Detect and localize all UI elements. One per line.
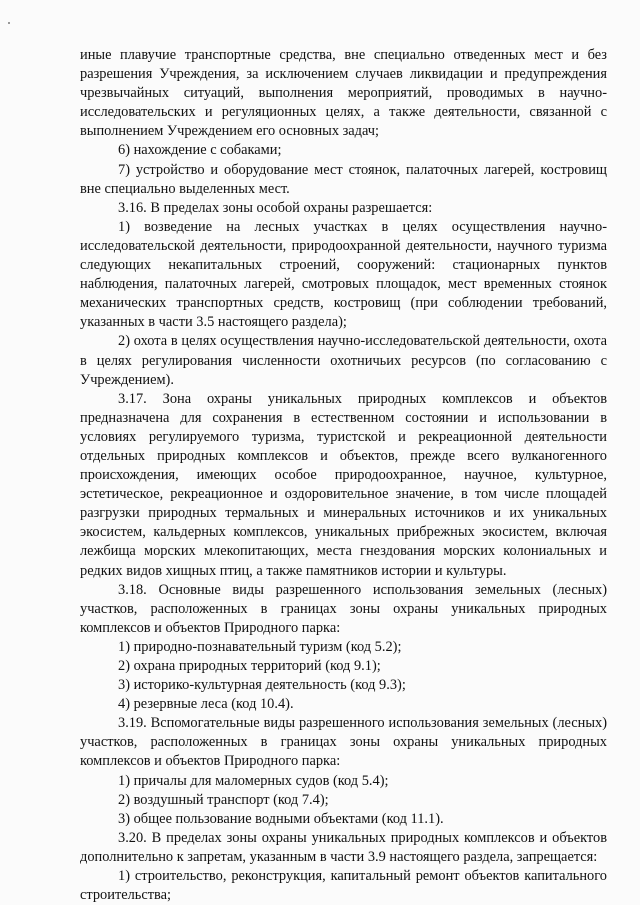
scan-speck [8,22,10,24]
document-body [80,46,607,905]
section-3-19-item-3: 3) общее пользование водными объектами (код 11.1). [118,810,444,827]
section-3-19-item-1: 1) причалы для маломерных судов (код 5.4); [118,772,389,789]
section-3-18-item-2: 2) охрана природных территорий (код 9.1); [118,658,381,674]
section-3-18-item-1: 1) природно-познавательный туризм (код 5.2); [118,638,402,655]
section-3-18-item-4: 4) резервные леса (код 10.4). [118,696,294,713]
section-3-20-item-1: 1) строительство, реконструкция, капитальный ремонт объектов капитального строительства; [80,868,607,904]
section-3-18-item-3: 3) историко-культурная деятельность (код 9.3); [118,677,406,694]
paragraph-continuation: иные плавучие транспортные средства, вне специально отведенных мест и без разрешения Учреждения, за исключением случаев ликвидации и предупреждения чрезвычайных ситуаций, выполнения мероприятий, проводимых в научно-исследовательских и регуляционных целях, а также деятельности, связанной с выполнением Учреждением его основных задач; [80,47,607,140]
section-3-17: 3.17. Зона охраны уникальных природных комплексов и объектов предназначена для сохранения в естественном состоянии и использовании в условиях регулируемого туризма, туристской и рекреационной деятельности отдельных природных комплексов и объектов, прежде всего вулканогенного происхождения, имеющих особое природоохранное, научное, культурное, эстетическое, рекреационное и оздоровительное значение, в том числе площадей разгрузки природных термальных и минеральных источников и их уникальных экосистем, кальдерных комплексов, уникальных прибрежных экосистем, включая лежбища морских млекопитающих, места гнездования морских колониальных и редких видов хищных птиц, а также памятников истории и культуры. [80,390,607,579]
section-3-20-heading: 3.20. В пределах зоны охраны уникальных природных комплексов и объектов дополнительно к запретам, указанным в части 3.9 настоящего раздела, запрещается: [80,829,607,865]
section-3-16-heading: 3.16. В пределах зоны особой охраны разрешается: [118,199,433,216]
section-3-16-item-1: 1) возведение на лесных участках в целях осуществления научно-исследовательской деятельности, природоохранной деятельности, научного туризма следующих некапитальных строений, сооружений: стационарных пунктов наблюдения, палаточных лагерей, смотровых площадок, мест временных стоянок механических транспортных средств, костровищ (при соблюдении требований, указанных в части 3.5 настоящего раздела); [80,218,607,331]
list-item-6-dogs: 6) нахождение с собаками; [118,142,282,159]
list-item-7-camps: 7) устройство и оборудование мест стоянок, палаточных лагерей, костровищ вне специально выделенных мест. [80,161,607,197]
section-3-18-heading: 3.18. Основные виды разрешенного использования земельных (лесных) участков, расположенных в границах зоны охраны уникальных природных комплексов и объектов Природного парка: [80,581,607,636]
section-3-19-heading: 3.19. Вспомогательные виды разрешенного использования земельных (лесных) участков, расположенных в границах зоны охраны уникальных природных комплексов и объектов Природного парка: [80,715,607,770]
section-3-19-item-2: 2) воздушный транспорт (код 7.4); [118,791,329,808]
section-3-16-item-2: 2) охота в целях осуществления научно-исследовательской деятельности, охота в целях регулирования численности охотничьих ресурсов (по согласованию с Учреждением). [80,333,607,388]
